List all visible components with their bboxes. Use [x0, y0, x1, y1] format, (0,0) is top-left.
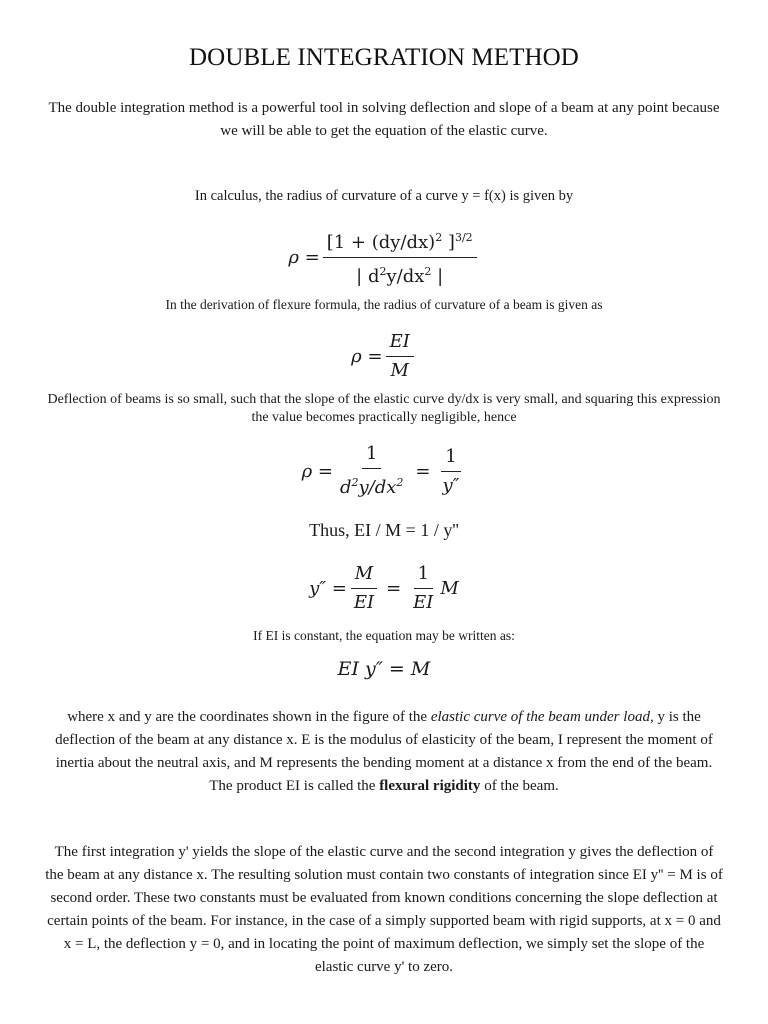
equation-small-slope [0, 442, 768, 500]
eq4-lhs: y″ = [309, 577, 347, 599]
eq4-tail: M [440, 577, 459, 599]
flexure-text: In the derivation of flexure formula, the radius of curvature of a beam is given as [165, 297, 603, 312]
constant-text: If EI is constant, the equation may be written as: [253, 628, 515, 643]
eq4-denominator-2: EI [413, 591, 434, 613]
eq4-fraction-2 [409, 563, 437, 614]
eq1-fraction [323, 227, 477, 288]
page-title: DOUBLE INTEGRATION METHOD [189, 44, 579, 71]
eq2-fraction [386, 331, 414, 382]
eq3-lhs: ρ = [301, 460, 333, 482]
equation-ei-y-m: EI y″ = M [337, 658, 431, 680]
eq4-equals: = [386, 577, 402, 599]
eq2-numerator: EI [386, 331, 414, 357]
thus-text: Thus, EI / M = 1 / y'' [309, 520, 459, 540]
eq4-numerator-1: M [351, 563, 377, 589]
equation-flexure [0, 328, 768, 384]
deflection-text: Deflection of beams is so small, such that the slope of the elastic curve dy/dx is very small, and squaring this expression the value becomes practically negligible, hence [47, 392, 721, 425]
eq1-lhs: ρ = [288, 246, 320, 268]
eq3-numerator-2: 1 [441, 446, 460, 472]
eq3-equals: = [415, 460, 431, 482]
calculus-text: In calculus, the radius of curvature of a curve y = f(x) is given by [194, 188, 574, 204]
equation-radius-of-curvature [0, 226, 768, 288]
eq4-denominator-1: EI [353, 591, 375, 613]
eq1-numerator: [$1 + (dy/dx)^2$ ]$^{3/2}$ [323, 227, 477, 258]
equation-y-double-prime [0, 560, 768, 616]
eq3-denominator-1: $d^2y/dx^2$ [339, 476, 404, 498]
eq3-numerator-1: 1 [362, 443, 381, 469]
integration-paragraph: The first integration y' yields the slope of the elastic curve and the second integration y gives the deflection of the beam at any distance x. The resulting solution must contain two constants of integration since EI y'' = M is of second order. These two constants must be evaluated from known conditions concerning the slope deflection at certain points of the beam. For instance, in the case of a simply supported beam with rigid supports, at x = 0 and x = L, the deflection y = 0, and in locating the point of maximum deflection, we simply set the slope of the elastic curve y' to zero. [45, 844, 723, 975]
definitions-paragraph: where x and y are the coordinates shown in the figure of the elastic curve of the beam under load, y is the deflection of the beam at any distance x. E is the modulus of elasticity of the beam, I represent the moment of inertia about the neutral axis, and M represents the bending moment at a distance x from the end of the beam. The product EI is called the flexural rigidity of the beam. [55, 709, 713, 794]
intro-paragraph: The double integration method is a powerful tool in solving deflection and slope of a beam at any point because we will be able to get the equation of the elastic curve. [48, 100, 720, 139]
eq3-fraction-2 [439, 446, 464, 497]
flexural-rigidity-term: flexural rigidity [379, 778, 481, 794]
eq2-lhs: ρ = [351, 345, 383, 367]
eq4-numerator-2: 1 [414, 563, 433, 589]
eq2-denominator: M [390, 359, 409, 381]
eq3-denominator-2: y″ [442, 474, 460, 496]
eq3-fraction-1 [336, 443, 407, 499]
elastic-curve-phrase: elastic curve of the beam under load [430, 709, 650, 725]
eq1-denominator: | $d^2y/dx^2$ | [356, 264, 444, 287]
eq4-fraction-1 [350, 563, 378, 614]
